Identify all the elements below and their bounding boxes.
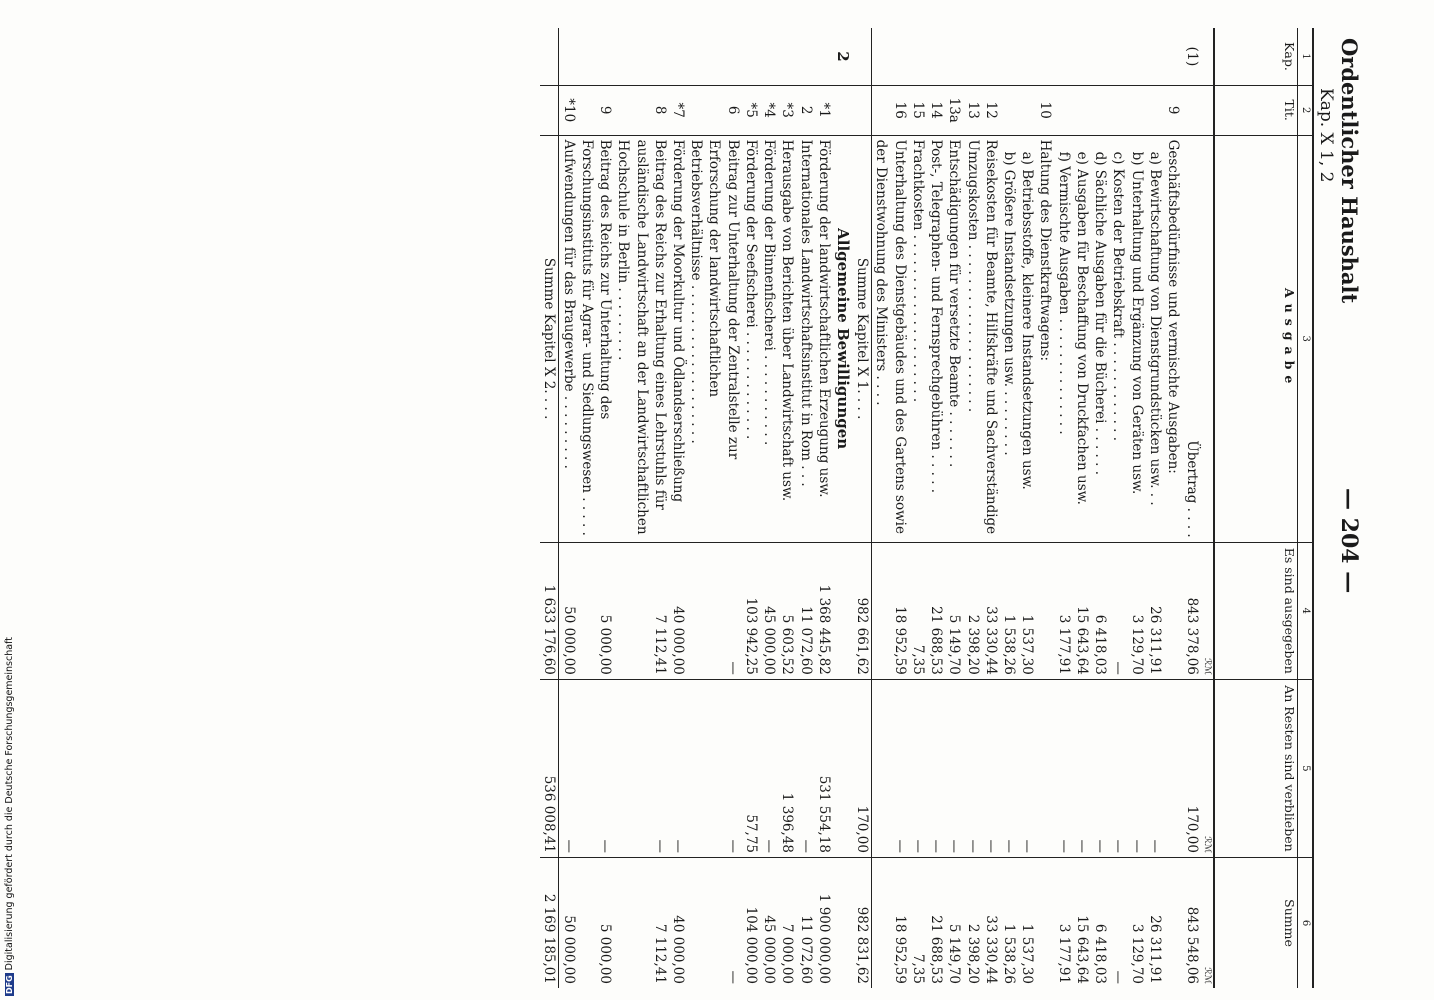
- sum-row: [853, 28, 872, 988]
- summe-cell: —: [724, 970, 741, 984]
- tit-cell: [1000, 85, 1018, 135]
- column-header-row: [1214, 28, 1298, 988]
- summe-cell: 2 169 185,01: [540, 858, 559, 989]
- column-number: 6: [1298, 858, 1314, 989]
- kap-cell: [1109, 28, 1127, 85]
- tit-cell: [540, 85, 559, 135]
- unit-label: ℛℳ: [1202, 967, 1212, 984]
- header-kap: Kap.: [1214, 28, 1298, 85]
- desc-cell: Post-, Telegraphen- und Fernsprechgebühren . . . . .: [927, 135, 945, 542]
- desc-cell: Entschädigungen für versetzte Beamte . . . . . . .: [945, 135, 963, 542]
- desc-cell: c) Kosten der Betriebskraft . . . . . . . . . . . .: [1109, 135, 1127, 542]
- tit-cell: [1018, 85, 1036, 135]
- kap-cell: [760, 28, 778, 85]
- desc-cell: Förderung der Seefischerei . . . . . . . . . . . . .: [742, 135, 760, 542]
- dfg-logo: DFG: [5, 975, 14, 994]
- kap-cell: [982, 28, 1000, 85]
- uebertrag-label: Übertrag . . . .: [1182, 135, 1201, 542]
- desc-cell: a) Bewirtschaftung von Dienstgrundstücken usw. . .: [1146, 135, 1164, 542]
- desc-cell: Frachtkosten . . . . . . . . . . . . . . . . . . . .: [909, 135, 927, 542]
- desc-cell: Reisekosten für Beamte, Hilfskräfte und Sachverständige: [982, 135, 1000, 542]
- summe-cell: 45 000,00: [761, 915, 778, 984]
- summe-cell: 843 548,06: [1183, 906, 1200, 984]
- ausgegeben-cell: 3 177,91: [1054, 542, 1072, 679]
- reste-cell: [1036, 679, 1054, 857]
- tit-cell: 8: [614, 85, 669, 135]
- sum-label: Summe Kapitel X 1. . . .: [853, 135, 872, 542]
- desc-cell: b) Unterhaltung und Ergänzung von Geräten usw.: [1127, 135, 1145, 542]
- reste-cell: —: [614, 679, 669, 857]
- summe-cell: 11 072,60: [797, 915, 814, 984]
- kap-cell: [872, 28, 909, 85]
- reste-cell: 170,00: [1182, 679, 1201, 857]
- unit-label: ℛℳ: [1201, 542, 1214, 679]
- table-row: [559, 28, 578, 988]
- reste-cell: —: [945, 679, 963, 857]
- kap-cell: [614, 28, 669, 85]
- ausgegeben-cell: 843 378,06: [1182, 542, 1201, 679]
- kap-cell: [1000, 28, 1018, 85]
- desc-cell: Haltung des Dienstkraftwagens:: [1036, 135, 1054, 542]
- section-title: Allgemeine Bewilligungen: [833, 135, 853, 542]
- tit-cell: [1091, 85, 1109, 135]
- summe-cell: 7 112,41: [651, 923, 668, 984]
- tit-cell: [1109, 85, 1127, 135]
- summe-cell: 3 129,70: [1128, 923, 1145, 984]
- reste-cell: —: [982, 679, 1000, 857]
- summe-cell: 33 330,44: [982, 915, 999, 984]
- desc-cell: Herausgabe von Berichten über Landwirtschaft usw.: [778, 135, 796, 542]
- ausgegeben-cell: 6 418,03: [1091, 542, 1109, 679]
- reste-cell: —: [687, 679, 742, 857]
- kap-cell: [559, 28, 578, 85]
- reste-cell: [1164, 679, 1182, 857]
- tit-cell: *5: [742, 85, 760, 135]
- reste-cell: 531 554,18: [815, 679, 833, 857]
- kap-cell: [1164, 28, 1182, 85]
- unit-label: ℛℳ: [1201, 679, 1214, 857]
- header-ausgabe: Ausgabe: [1214, 135, 1298, 542]
- summe-cell: 21 688,53: [928, 915, 945, 984]
- page-number: — 204 —: [1336, 488, 1362, 594]
- table-row: [1146, 28, 1164, 988]
- desc-cell: Förderung der Moorkultur und Ödlandserschließung: [669, 135, 687, 542]
- ausgegeben-cell: 7,35: [909, 542, 927, 679]
- summe-cell: 5 000,00: [597, 923, 614, 984]
- reste-cell: —: [578, 679, 614, 857]
- rotated-page: [45, 28, 1380, 988]
- desc-cell: Aufwendungen für das Braugewerbe . . . . . . . . .: [559, 135, 578, 542]
- desc-cell: a) Betriebsstoffe, kleinere Instandsetzungen usw.: [1018, 135, 1036, 542]
- header-reste: An Resten sind verblieben: [1214, 679, 1298, 857]
- table-row: [909, 28, 927, 988]
- reste-cell: 1 396,48: [778, 679, 796, 857]
- ausgegeben-cell: 5 603,52: [778, 542, 796, 679]
- column-number: 3: [1298, 135, 1314, 542]
- kap-cell: [1146, 28, 1164, 85]
- tit-cell: 10: [1036, 85, 1054, 135]
- table-row: [1018, 28, 1036, 988]
- kap-cell: [1127, 28, 1145, 85]
- summe-cell: 2 398,20: [964, 923, 981, 984]
- table-row: [1109, 28, 1127, 988]
- dfg-footer-note: [4, 637, 15, 996]
- ausgegeben-cell: 7 112,41: [614, 542, 669, 679]
- ausgegeben-cell: 45 000,00: [760, 542, 778, 679]
- table-row: [1036, 28, 1054, 988]
- table-row: [982, 28, 1000, 988]
- desc-cell: Beitrag des Reichs zur Unterhaltung des Forschungsinstituts für Agrar- und Siedlungswesen . . . . .: [578, 135, 614, 542]
- table-row: [1073, 28, 1091, 988]
- kap-cell: [540, 28, 559, 85]
- ausgegeben-cell: 26 311,91: [1146, 542, 1164, 679]
- reste-cell: —: [927, 679, 945, 857]
- kap-cell: [778, 28, 796, 85]
- ausgegeben-cell: [1036, 542, 1054, 679]
- unit-empty: [1201, 28, 1214, 85]
- ausgegeben-cell: 18 952,59: [872, 542, 909, 679]
- reste-cell: 57,75: [742, 679, 760, 857]
- ausgegeben-cell: 2 398,20: [963, 542, 981, 679]
- ausgegeben-cell: —: [687, 542, 742, 679]
- ausgegeben-cell: 33 330,44: [982, 542, 1000, 679]
- kap-cell: [742, 28, 760, 85]
- unit-row: [1201, 28, 1214, 988]
- tit-cell: [853, 85, 872, 135]
- summe-cell: 982 831,62: [853, 858, 872, 989]
- kap-cell: [1018, 28, 1036, 85]
- ausgegeben-cell: [1164, 542, 1182, 679]
- summe-cell: [1036, 858, 1054, 989]
- tit-cell: 6: [687, 85, 742, 135]
- unit-empty: [1201, 135, 1214, 542]
- desc-cell: f) Vermischte Ausgaben . . . . . . . . . . . . . .: [1054, 135, 1072, 542]
- summe-cell: 6 418,03: [1092, 923, 1109, 984]
- ausgegeben-cell: 5 149,70: [945, 542, 963, 679]
- header-title: Ordentlicher Haushalt: [1337, 38, 1362, 304]
- kap-cell: [1073, 28, 1091, 85]
- table-row: [742, 28, 760, 988]
- reste-cell: —: [1109, 679, 1127, 857]
- tit-cell: 13a: [945, 85, 963, 135]
- desc-cell: e) Ausgaben für Beschaffung von Druckfachen usw.: [1073, 135, 1091, 542]
- summe-cell: 40 000,00: [670, 915, 687, 984]
- table-row: [760, 28, 778, 988]
- reste-cell: —: [1054, 679, 1072, 857]
- desc-cell: Förderung der Binnenfischerei . . . . . . . . . . .: [760, 135, 778, 542]
- kap-cell: 2: [833, 28, 853, 85]
- tit-cell: 2: [796, 85, 814, 135]
- tit-cell: 16: [872, 85, 909, 135]
- ausgegeben-cell: 11 072,60: [796, 542, 814, 679]
- section-title-row: [833, 28, 853, 988]
- kap-cell: [578, 28, 614, 85]
- table-row: [578, 28, 614, 988]
- tit-cell: [1054, 85, 1072, 135]
- ausgegeben-cell: 15 643,64: [1073, 542, 1091, 679]
- desc-cell: Beitrag zur Unterhaltung der Zentralstelle zur Erforschung der landwirtschaftlichen Betriebsverhältnisse . . . . . . . . . . . . . . . . . . .: [687, 135, 742, 542]
- summe-cell: —: [1110, 970, 1127, 984]
- tit-cell: [1146, 85, 1164, 135]
- kap-cell: (1): [1182, 28, 1201, 85]
- table-row: [1000, 28, 1018, 988]
- tit-cell: 9: [1164, 85, 1182, 135]
- ausgegeben-cell: 5 000,00: [578, 542, 614, 679]
- summe-cell: 7 000,00: [779, 923, 796, 984]
- table-row: [872, 28, 909, 988]
- kap-cell: [1054, 28, 1072, 85]
- table-row: [614, 28, 669, 988]
- tit-cell: *7: [669, 85, 687, 135]
- desc-cell: Beitrag des Reichs zur Erhaltung eines Lehrstuhls für ausländische Landwirtschaft an der Landwirtschaftlichen Hochschule in Berlin . . . . . . . . .: [614, 135, 669, 542]
- desc-cell: Unterhaltung des Dienstgebäudes und des Gartens sowie der Dienstwohnung des Ministers . . . .: [872, 135, 909, 542]
- kap-cell: [927, 28, 945, 85]
- summe-cell: 1 537,30: [1019, 923, 1036, 984]
- kap-cell: [1091, 28, 1109, 85]
- table-row: [1127, 28, 1145, 988]
- summe-cell: 3 177,91: [1055, 923, 1072, 984]
- reste-cell: —: [963, 679, 981, 857]
- tit-cell: *4: [760, 85, 778, 135]
- summe-cell: 50 000,00: [560, 915, 577, 984]
- reste-cell: —: [1018, 679, 1036, 857]
- uebertrag-row: [1182, 28, 1201, 988]
- ausgegeben-cell: 21 688,53: [927, 542, 945, 679]
- header-tit: Tit.: [1214, 85, 1298, 135]
- kap-cell: [853, 28, 872, 85]
- table-row: [1091, 28, 1109, 988]
- ausgegeben-cell: 1 538,26: [1000, 542, 1018, 679]
- ausgegeben-cell: 50 000,00: [559, 542, 578, 679]
- tit-cell: 12: [982, 85, 1000, 135]
- desc-cell: d) Sächliche Ausgaben für die Bücherei . . . . . .: [1091, 135, 1109, 542]
- table-row: [778, 28, 796, 988]
- reste-cell: 170,00: [853, 679, 872, 857]
- dfg-note-text: Digitalisierung gefördert durch die Deutsche Forschungsgemeinschaft: [4, 637, 15, 971]
- kap-cell: [815, 28, 833, 85]
- table-row: [815, 28, 833, 988]
- sum-label: Summe Kapitel X 2. . . .: [540, 135, 559, 542]
- reste-cell: 536 008,41: [540, 679, 559, 857]
- ausgegeben-cell: 1 633 176,60: [540, 542, 559, 679]
- tit-cell: 14: [927, 85, 945, 135]
- kap-cell: [1036, 28, 1054, 85]
- ausgegeben-cell: 103 942,25: [742, 542, 760, 679]
- reste-cell: —: [1073, 679, 1091, 857]
- summe-cell: 5 149,70: [946, 923, 963, 984]
- kap-cell: [909, 28, 927, 85]
- ausgegeben-cell: 1 368 445,82: [815, 542, 833, 679]
- ausgegeben-cell: —: [1109, 542, 1127, 679]
- tit-cell: *3: [778, 85, 796, 135]
- table-row: [1054, 28, 1072, 988]
- reste-cell: —: [559, 679, 578, 857]
- kap-cell: [687, 28, 742, 85]
- table-row: [796, 28, 814, 988]
- summe-cell: 18 952,59: [891, 915, 908, 984]
- desc-cell: Geschäftsbedürfnisse und vermischte Ausgaben:: [1164, 135, 1182, 542]
- reste-cell: —: [1146, 679, 1164, 857]
- header-subtitle: Kap. X 1, 2: [1316, 88, 1336, 183]
- summe-cell: 1 538,26: [1001, 923, 1017, 984]
- column-number: 1: [1298, 28, 1314, 85]
- table-row: [927, 28, 945, 988]
- empty-cell: [833, 679, 853, 857]
- reste-cell: —: [1000, 679, 1018, 857]
- kap-cell: [963, 28, 981, 85]
- ausgegeben-cell: 40 000,00: [669, 542, 687, 679]
- summe-cell: 26 311,91: [1146, 915, 1163, 984]
- tit-cell: *10: [559, 85, 578, 135]
- reste-cell: —: [760, 679, 778, 857]
- table-row: [1164, 28, 1182, 988]
- table-row: [669, 28, 687, 988]
- table-row: [945, 28, 963, 988]
- tit-cell: [1182, 85, 1201, 135]
- tit-cell: *1: [815, 85, 833, 135]
- ausgegeben-cell: 1 537,30: [1018, 542, 1036, 679]
- sum-row: [540, 28, 559, 988]
- header-summe: Summe: [1214, 858, 1298, 989]
- tit-cell: 13: [963, 85, 981, 135]
- reste-cell: —: [1091, 679, 1109, 857]
- summe-cell: [1164, 858, 1182, 989]
- summe-cell: 7,35: [909, 953, 926, 984]
- reste-cell: —: [796, 679, 814, 857]
- desc-cell: b) Größere Instandsetzungen usw. . . . . . . . .: [1000, 135, 1018, 542]
- desc-cell: Internationales Landwirtschaftsinstitut in Rom . . .: [796, 135, 814, 542]
- ausgegeben-cell: 3 129,70: [1127, 542, 1145, 679]
- desc-cell: Förderung der landwirtschaftlichen Erzeugung usw.: [815, 135, 833, 542]
- kap-cell: [669, 28, 687, 85]
- column-number: 4: [1298, 542, 1314, 679]
- ausgegeben-cell: 982 661,62: [853, 542, 872, 679]
- column-number: 5: [1298, 679, 1314, 857]
- tit-cell: 15: [909, 85, 927, 135]
- reste-cell: —: [909, 679, 927, 857]
- column-number-row: [1298, 28, 1314, 988]
- table-row: [687, 28, 742, 988]
- reste-cell: —: [1127, 679, 1145, 857]
- budget-table: [540, 28, 1314, 988]
- header-ausgegeben: Es sind ausgegeben: [1214, 542, 1298, 679]
- kap-cell: [796, 28, 814, 85]
- tit-cell: [1127, 85, 1145, 135]
- summe-cell: 15 643,64: [1073, 915, 1090, 984]
- unit-empty: [1201, 85, 1214, 135]
- column-number: 2: [1298, 85, 1314, 135]
- tit-cell: 9: [578, 85, 614, 135]
- empty-cell: [833, 542, 853, 679]
- empty-cell: [833, 858, 853, 989]
- summe-cell: 104 000,00: [742, 906, 759, 984]
- kap-cell: [945, 28, 963, 85]
- table-row: [963, 28, 981, 988]
- tit-cell: [833, 85, 853, 135]
- reste-cell: —: [669, 679, 687, 857]
- reste-cell: —: [872, 679, 909, 857]
- tit-cell: [1073, 85, 1091, 135]
- desc-cell: Umzugskosten . . . . . . . . . . . . . . . . . . . .: [963, 135, 981, 542]
- summe-cell: 1 900 000,00: [815, 893, 832, 984]
